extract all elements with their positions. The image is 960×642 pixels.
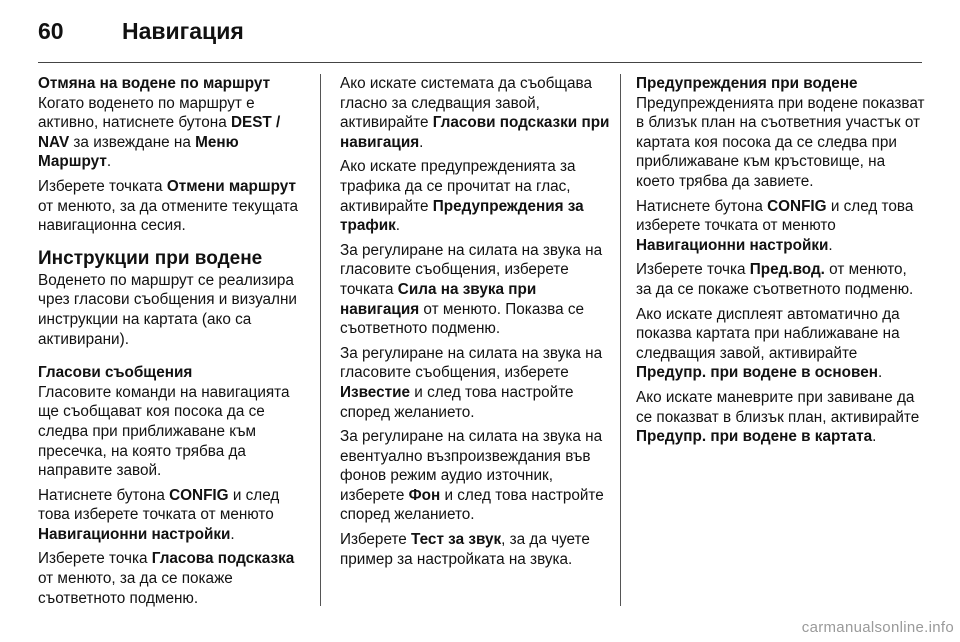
paragraph: Натиснете бутона CONFIG и след това изберете точката от менюто Навигационни настройки. (636, 197, 914, 254)
column-divider-1 (320, 74, 321, 606)
page-number: 60 (38, 18, 64, 44)
paragraph: Изберете Тест за звук, за да чуете пример за настройката на звука. (340, 531, 590, 568)
section-title-voice-messages: Гласови съобщения (38, 364, 193, 382)
column-1 (38, 74, 310, 613)
paragraph: За регулиране на силата на звука на гласовите съобщения, изберете Известие и след това настройте според желанието. (340, 344, 603, 421)
column-2 (340, 74, 612, 574)
paragraph: Предупрежденията при водене показват в близък план на съответния участък от картата коя посока да се следва при приближаване към кръстовище, на което трябва да завиете. (636, 94, 925, 190)
paragraph: Изберете точка Пред.вод. от менюто, за да се покаже съответното подменю. (636, 261, 914, 298)
column-divider-2 (620, 74, 621, 606)
paragraph: Ако искате системата да съобщава гласно за следващия завой, активирайте Гласови подсказки при навигация. (340, 75, 610, 151)
column-3 (636, 74, 926, 452)
section-title-cancel-route: Отмяна на водене по маршрут (38, 75, 271, 92)
paragraph: Ако искате дисплеят автоматично да показва картата при наближаване на следващия завой, активирайте Предупр. при водене в основен. (636, 305, 900, 382)
paragraph: Ако искате предупрежденията за трафика да се прочитат на глас, активирайте Предупреждения за трафик. (340, 158, 584, 235)
page-header (38, 18, 244, 48)
paragraph: Изберете точка Гласова подсказка от менюто, за да се покаже съответното подменю. (38, 550, 295, 607)
paragraph: За регулиране на силата на звука на гласовите съобщения, изберете точката Сила на звука при навигация от менюто. Показва се съответното подменю. (340, 241, 603, 338)
section-title-guidance: Инструкции при водене (38, 247, 263, 269)
header-rule (38, 62, 922, 63)
paragraph: Ако искате маневрите при завиване да се показват в близък план, активирайте Предупр. при водене в картата. (636, 388, 920, 446)
paragraph: Изберете точката Отмени маршрут от менюто, за да отмените текущата навигационна сесия. (38, 177, 299, 235)
section-title-guidance-alerts: Предупреждения при водене (636, 75, 858, 92)
watermark: carmanualsonline.info (801, 619, 954, 636)
paragraph: Натиснете бутона CONFIG и след това изберете точката от менюто Навигационни настройки. (38, 486, 280, 543)
chapter-title: Навигация (122, 18, 244, 44)
paragraph: За регулиране на силата на звука на евентуално възпроизвеждания във фонов режим аудио източник, изберете Фон и след това настройте според желанието. (340, 428, 604, 524)
paragraph: Гласовите команди на навигацията ще съобщават коя посока да се следва при приближаване към пресечка, на която трябва да направите завой. (38, 383, 290, 480)
paragraph: Воденето по маршрут се реализира чрез гласови съобщения и визуални инструкции на картата (ако са активирани). (38, 271, 297, 348)
paragraph: Когато воденето по маршрут е активно, натиснете бутона DEST / NAV за извеждане на Меню Маршрут. (38, 94, 281, 171)
